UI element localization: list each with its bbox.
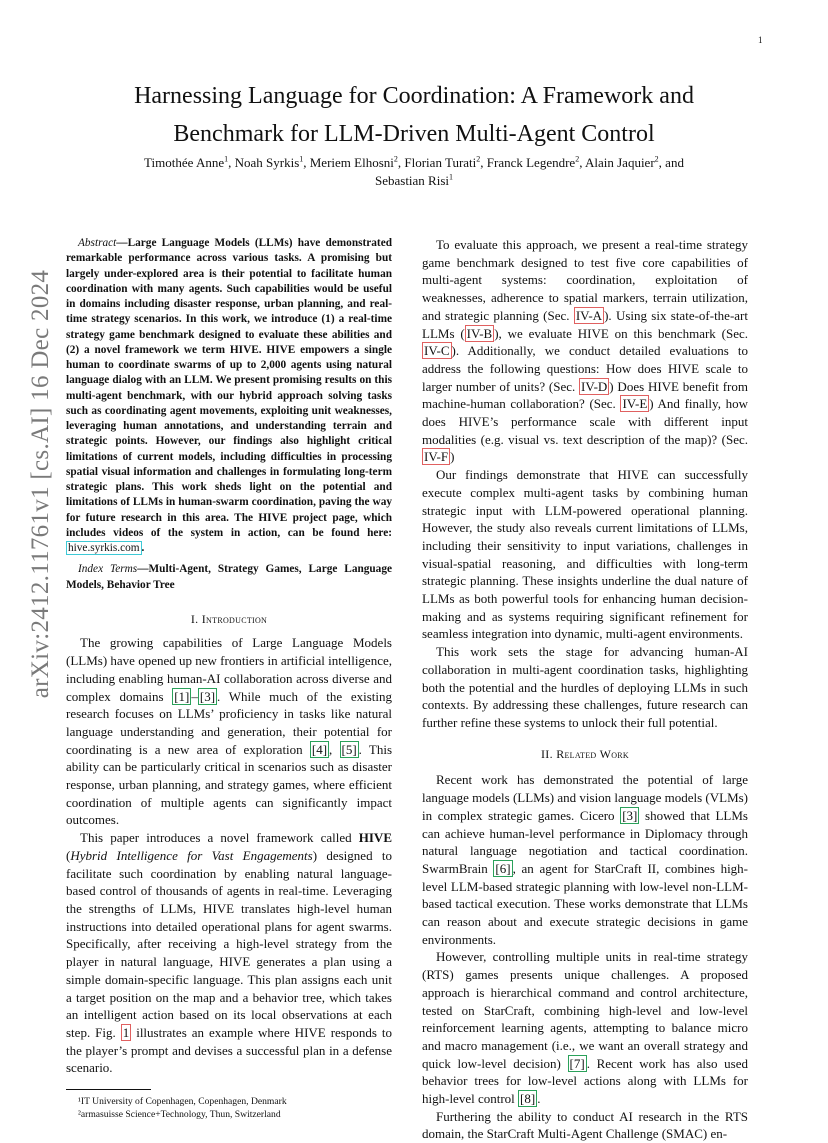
abstract-label: Abstract: [78, 237, 117, 249]
project-page-link[interactable]: hive.syrkis.com: [68, 542, 140, 554]
footnote-1: ¹IT University of Copenhagen, Copenhagen, Denmark: [78, 1096, 287, 1108]
index-terms-text: —Multi-Agent, Strategy Games, Large Language Models, Behavior Tree: [66, 563, 392, 591]
paper-title: Harnessing Language for Coordination: A Framework and Benchmark for LLM-Driven Multi-Agent Control: [134, 83, 694, 147]
related-paragraph-2: However, controlling multiple units in real-time strategy (RTS) games presents unique challenges. A proposed approach is hierarchical command and control architecture, tested on StarCraft, combining high-level and low-level reinforcement learning agents, attempting to balance micro and macro management (i.e., we want an overall strategy and quick low-level decision) [7] . Recent work has also used behavior trees for low-level actions along with LLMs for high-level control [8] .: [422, 949, 748, 1107]
arxiv-sidebar: [22, 269, 60, 699]
intro-paragraph-1: The growing capabilities of Large Language Models (LLMs) have opened up new frontiers in artificial intelligence, including enabling human-AI collaboration across diverse and complex domains [1] – [3] . While much of the existing research focuses on LLMs’ proficiency in tasks like natural language understanding and generation, their potential for coordinating is a new area of exploration [4] , [5] . This ability can be particularly critical in scenarios such as disaster response, urban planning, and strategy games, where efficient coordination of multiple agents can significantly impact outcomes.: [66, 635, 392, 828]
index-terms-label: Index Terms: [78, 563, 138, 576]
left-column: [66, 236, 392, 1121]
author-list: Timothée Anne$^1$, Noah Syrkis$^1$, Meriem Elhosni$^2$, Florian Turati$^2$, Franck Legendre$^2$, Alain Jaquier$^2$, and Sebastian Risi$^1$: [144, 154, 684, 188]
right-column: [422, 236, 748, 1143]
page-number: 1: [758, 35, 763, 45]
abstract-text: —Large Language Models (LLMs) have demonstrated remarkable performance across various tasks. A promising but largely under-explored area is their potential to facilitate human coordination with many agents. Such capabilities would be useful in domains including disaster response, urban planning, and real-time strategy scenarios. In this work, we introduce (1) a real-time strategy game benchmark designed to evaluate these abilities and (2) a novel framework we term HIVE. HIVE empowers a single human to coordinate swarms of up to 2,000 agents using natural language dialog with an LLM. We present promising results on this multi-agent benchmark, with our hybrid approach solving tasks such as coordinating agent movements, exploiting unit weaknesses, leveraging human annotations, and understanding terrain and strategic points. However, our findings also highlight critical limitations of current models, including difficulties in processing spatial visual information and challenges in formulating long-term strategic plans. This work sheds light on the potential and limitations of LLMs in human-swarm coordination, paving the way for future research in this area. The HIVE project page, which includes videos of the system in action, can be found here:: [66, 237, 392, 539]
section-heading-introduction: I. Introduction: [190, 611, 268, 626]
intro-paragraph-5: This work sets the stage for advancing human-AI collaboration in multi-agent coordination tasks, highlighting both the potential and the hurdles of deploying LLMs in such contexts. By addressing these challenges, future research can further refine these systems to unlock their full potential.: [422, 644, 748, 730]
section-heading-related-work: II. Related Work: [540, 746, 630, 761]
index-terms: [66, 562, 392, 593]
intro-paragraph-4: Our findings demonstrate that HIVE can successfully execute complex multi-agent tasks by combining human strategic input with LLM-powered operational planning. However, the study also reveals current limitations of LLMs, including their sensitivity to input variations, challenges in visual-spatial reasoning, and difficulties with long-term strategic planning. These insights underline the dual nature of LLMs as both powerful tools for enhancing human decision-making and as systems requiring significant refinement for seamless integration into dynamic, multi-agent environments.: [422, 467, 748, 642]
related-paragraph-1: Recent work has demonstrated the potential of large language models (LLMs) and vision language models (VLMs) in complex strategic games. Cicero [3] showed that LLMs can achieve human-level performance in Diplomacy through natural language negotiation and tactical coordination. SwarmBrain [6] , an agent for StarCraft II, combines high-level LLM-based strategic planning with low-level non-LLM-based tactical execution. These works demonstrate that LLMs can reason about and execute strategic decisions in game environments.: [422, 772, 749, 947]
intro-paragraph-2: This paper introduces a novel framework called HIVE (Hybrid Intelligence for Vast Engagements) designed to facilitate such coordination by enabling natural language-based control of thousands of agents in real-time. Leveraging the strengths of LLMs, HIVE translates high-level human instructions into detailed operational plans for agent swarms. Specifically, after receiving a high-level strategy from the player in natural language, HIVE generates a plan using a simple domain-specific language. This plan assigns each unit a target position on the map and a behavior tree, which takes an intelligent action based on its local observations at each step. Fig. 1 illustrates an example where HIVE responds to the player’s prompt and devises a successful plan in a defense scenario.: [66, 830, 392, 1076]
arxiv-identifier: arXiv:2412.11761v1 [cs.AI] 16 Dec 2024: [27, 269, 54, 699]
intro-paragraph-3: To evaluate this approach, we present a real-time strategy game benchmark designed to test five core capabilities of multi-agent systems: coordination, exploitation of weaknesses, adherence to spatial markers, terrain utilization, and strategic planning (Sec. IV-A ). Using six state-of-the-art LLMs ( IV-B ), we evaluate HIVE on this benchmark (Sec. IV-C ). Additionally, we conduct detailed evaluations to address the following questions: How does HIVE scale to larger number of units? (Sec. IV-D ) Does HIVE benefit from machine-human collaboration? (Sec. IV-E ) And finally, how does HIVE’s performance scale with different input modalities (e.g. visual vs. text description of the map)? (Sec. IV-F ): [422, 237, 749, 465]
footnote-rule: [66, 1089, 151, 1090]
abstract: Abstract—Large Language Models (LLMs) have demonstrated remarkable performance across various tasks. A promising but largely under-explored area is their potential to facilitate human coordination with many agents. Such capabilities would be useful in domains including disaster response, urban planning, and real-time strategy scenarios. In this work, we introduce (1) a real-time strategy game benchmark designed to evaluate these abilities and (2) a novel framework we term HIVE. HIVE empowers a single human to coordinate swarms of up to 2,000 agents using natural language dialog with an LLM. We present promising results on this multi-agent benchmark, with our hybrid approach solving tasks such as coordinating agent movements, exploiting unit weaknesses, leveraging human annotations, and understanding terrain and strategic points. However, our findings also highlight critical limitations of current models, including difficulties in processing spatial visual information and challenges in formulating long-term strategic plans. This work sheds light on the potential and limitations of LLMs in human-swarm coordination, paving the way for future research in this area. The HIVE project page, which includes videos of the system in action, can be found here: hive.syrkis.com .: [66, 237, 392, 554]
footnote-2: ²armasuisse Science+Technology, Thun, Switzerland: [78, 1108, 281, 1120]
related-paragraph-3: Furthering the ability to conduct AI research in the RTS domain, the StarCraft Multi-Agent Challenge (SMAC) en-: [422, 1108, 748, 1142]
